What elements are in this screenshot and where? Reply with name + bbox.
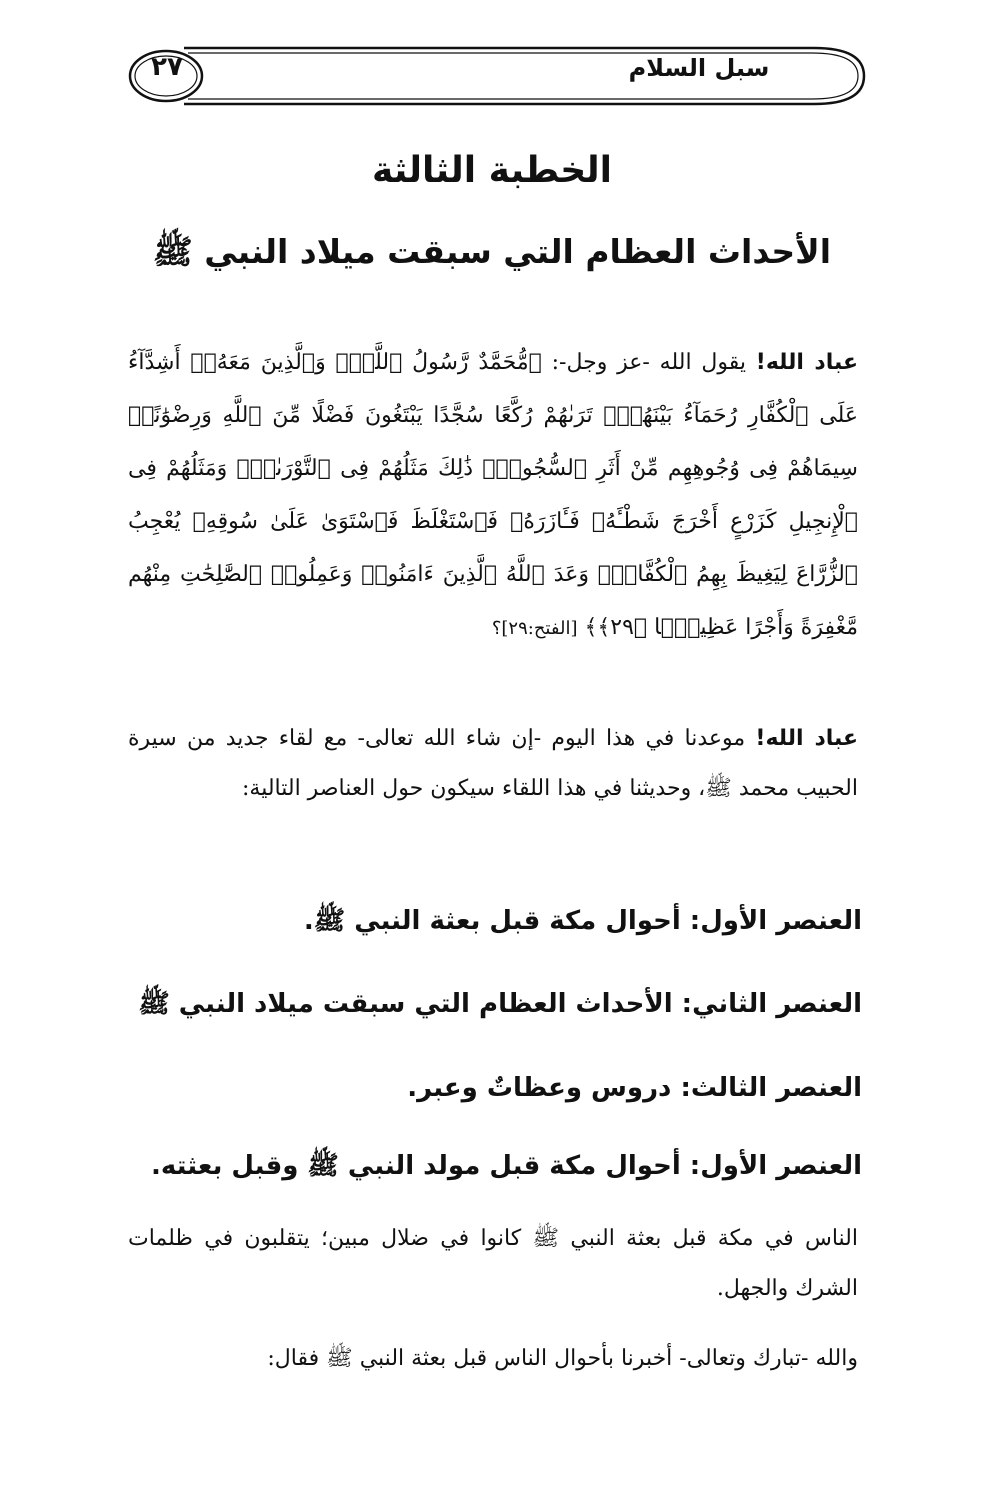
intro-lead: عباد الله! <box>755 350 858 375</box>
page-number: ٢٧ <box>151 52 183 82</box>
page-header <box>124 40 866 112</box>
element-one-heading: العنصر الأول: أحوال مكة قبل بعثة النبي ﷺ. <box>303 906 862 936</box>
book-title: سبل السلام <box>628 54 770 82</box>
third-paragraph: الناس في مكة قبل بعثة النبي ﷺ كانوا في ضلال مبين؛ يتقلبون في ظلمات الشرك والجهل. <box>128 1226 858 1301</box>
element-two-heading: العنصر الثاني: الأحداث العظام التي سبقت ميلاد النبي ﷺ <box>138 989 862 1019</box>
intro-paragraph <box>128 336 858 655</box>
quran-verse: ﴿مُّحَمَّدٌ رَّسُولُ ٱللَّهِۚ وَٱلَّذِينَ مَعَهُۥٓ أَشِدَّآءُ عَلَى ٱلْكُفَّارِ رُحَمَآءُ بَيْنَهُمْۖ تَرَىٰهُمْ رُكَّعًا سُجَّدًا يَبْتَغُونَ فَضْلًا مِّنَ ٱللَّهِ وَرِضْوَٰنًاۖ سِيمَاهُمْ فِى وُجُوهِهِم مِّنْ أَثَرِ ٱلسُّجُودِۚ ذَٰلِكَ مَثَلُهُمْ فِى ٱلتَّوْرَىٰةِۚ وَمَثَلُهُمْ فِى ٱلْإِنجِيلِ كَزَرْعٍ أَخْرَجَ شَطْـَٔهُۥ فَـَٔازَرَهُۥ فَٱسْتَغْلَظَ فَٱسْتَوَىٰ عَلَىٰ سُوقِهِۦ يُعْجِبُ ٱلزُّرَّاعَ لِيَغِيظَ بِهِمُ ٱلْكُفَّارَۗ وَعَدَ ٱللَّهُ ٱلَّذِينَ ءَامَنُوا۟ وَعَمِلُوا۟ ٱلصَّٰلِحَٰتِ مِنْهُم مَّغْفِرَةً وَأَجْرًا عَظِيمًۢا ﴿٢٩﴾﴾ <box>128 350 858 640</box>
second-lead: عباد الله! <box>755 726 858 751</box>
verse-reference: [الفتح:٢٩]؟ <box>491 618 578 639</box>
intro-text: يقول الله -عز وجل-: <box>551 350 746 375</box>
sermon-title: الخطبة الثالثة <box>371 150 613 191</box>
section-heading: العنصر الأول: أحوال مكة قبل مولد النبي ﷺ وقبل بعثته. <box>151 1151 862 1181</box>
element-three-heading: العنصر الثالث: دروس وعظاتٌ وعبر. <box>407 1073 862 1103</box>
second-text: موعدنا في هذا اليوم -إن شاء الله تعالى- مع لقاء جديد من سيرة الحبيب محمد ﷺ، وحديثنا في هذا اللقاء سيكون حول العناصر التالية: <box>128 726 858 801</box>
second-paragraph <box>128 714 858 814</box>
fourth-paragraph: والله -تبارك وتعالى- أخبرنا بأحوال الناس قبل بعثة النبي ﷺ فقال: <box>267 1346 858 1371</box>
sermon-subtitle: الأحداث العظام التي سبقت ميلاد النبي ﷺ <box>152 232 832 271</box>
